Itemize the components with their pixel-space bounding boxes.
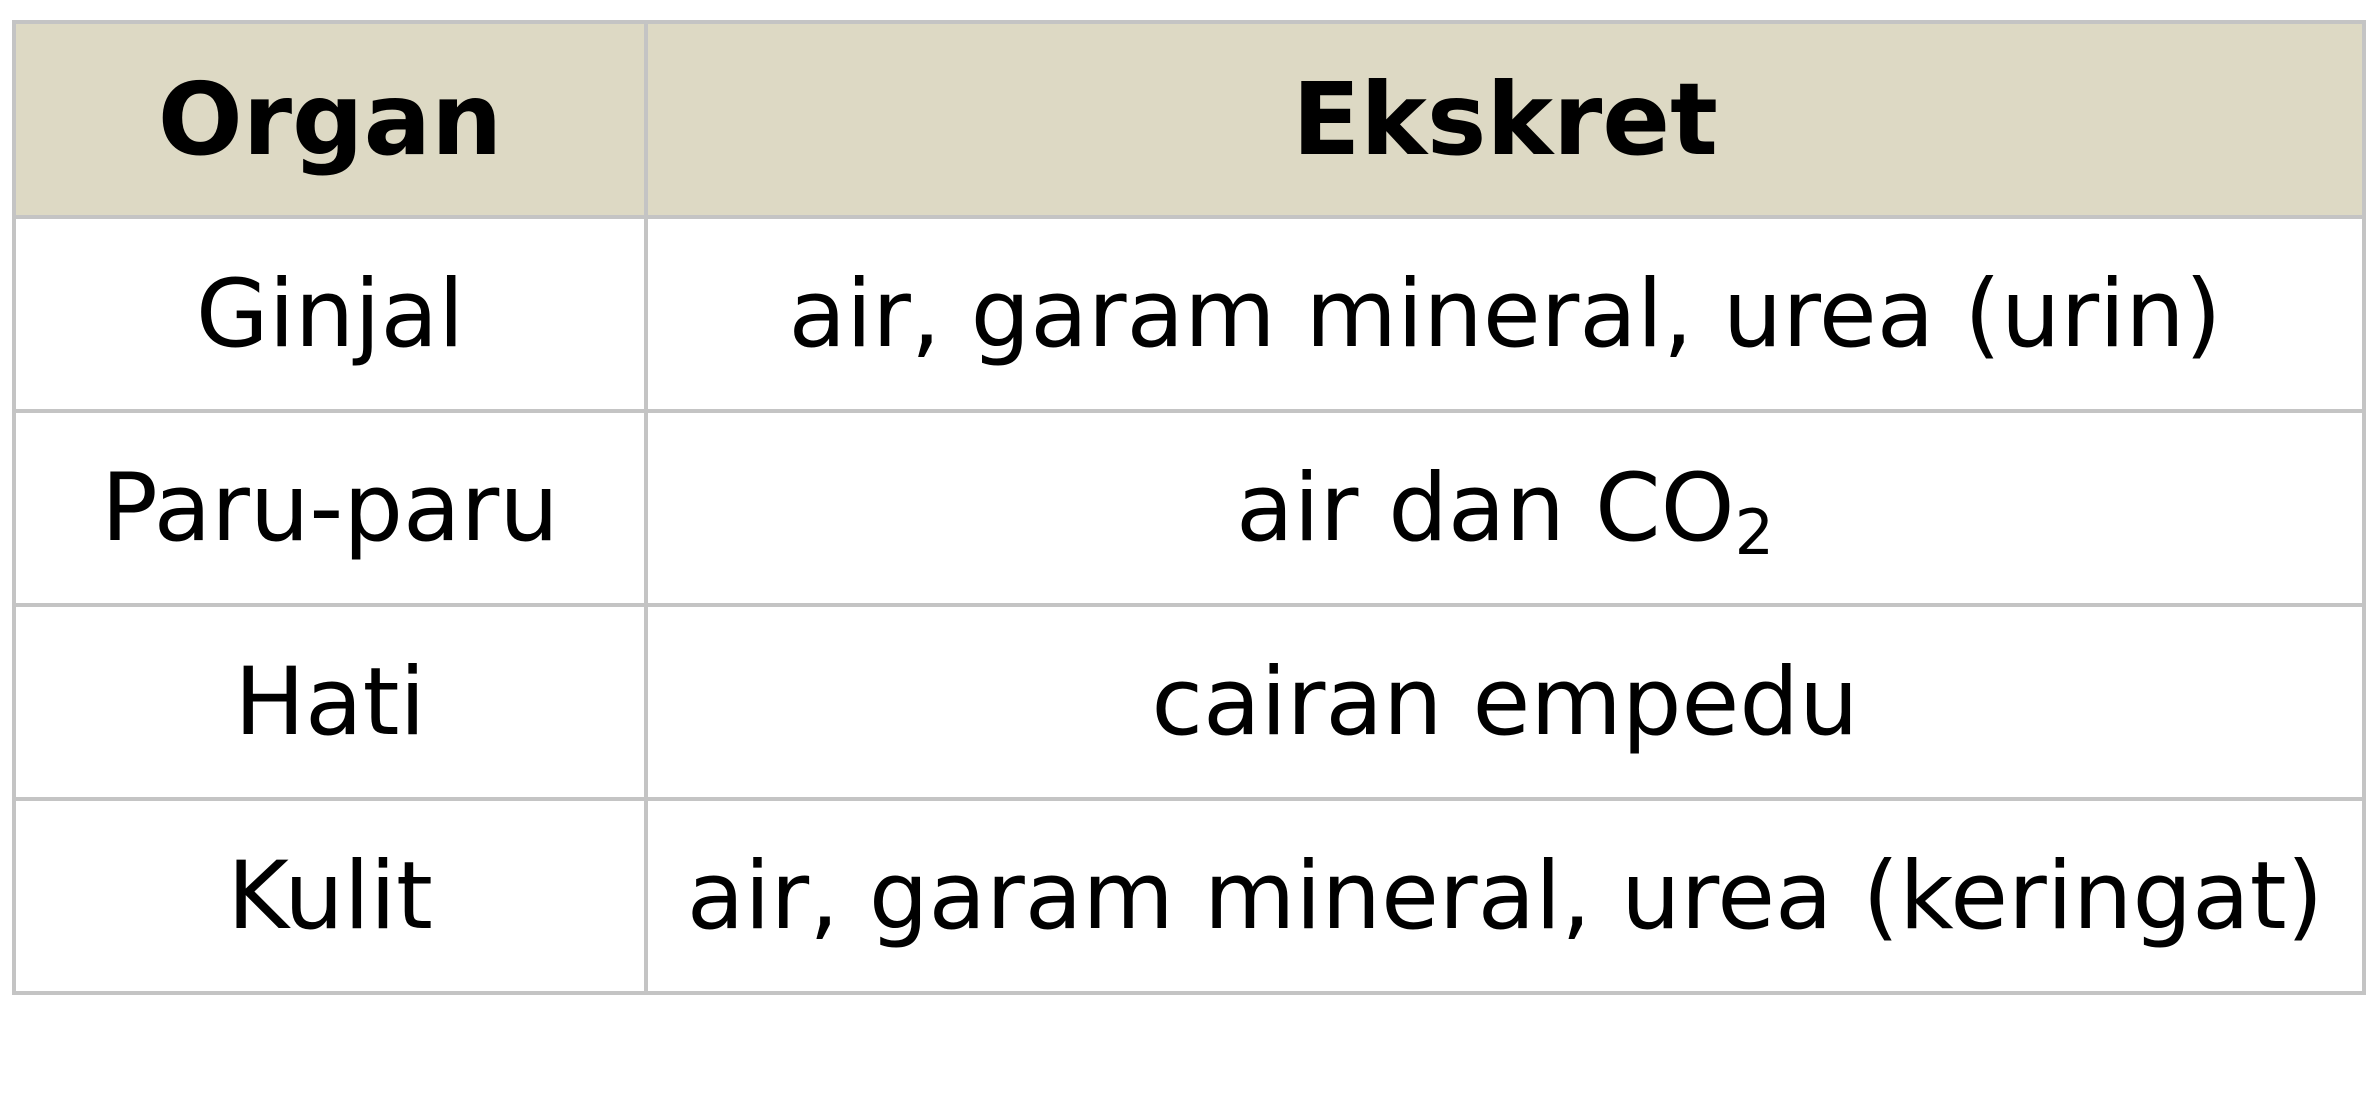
- header-organ: Organ: [14, 22, 646, 217]
- table-container: [12, 20, 2362, 995]
- cell-excret: [646, 411, 2364, 605]
- cell-organ: Kulit: [14, 799, 646, 993]
- table-row: [14, 799, 2364, 993]
- table-header: [14, 22, 2364, 217]
- table-row: [14, 217, 2364, 411]
- cell-organ: Ginjal: [14, 217, 646, 411]
- table-body: [14, 217, 2364, 993]
- cell-excret: air, garam mineral, urea (urin): [646, 217, 2364, 411]
- cell-organ: Hati: [14, 605, 646, 799]
- excretion-table: [12, 20, 2366, 995]
- excret-subscript: 2: [1734, 495, 1775, 569]
- excret-text: air dan CO: [1235, 453, 1735, 563]
- table-row: [14, 605, 2364, 799]
- cell-excret: air, garam mineral, urea (keringat): [646, 799, 2364, 993]
- table-row: [14, 411, 2364, 605]
- header-excret: Ekskret: [646, 22, 2364, 217]
- header-row: [14, 22, 2364, 217]
- cell-organ: Paru-paru: [14, 411, 646, 605]
- cell-excret: cairan empedu: [646, 605, 2364, 799]
